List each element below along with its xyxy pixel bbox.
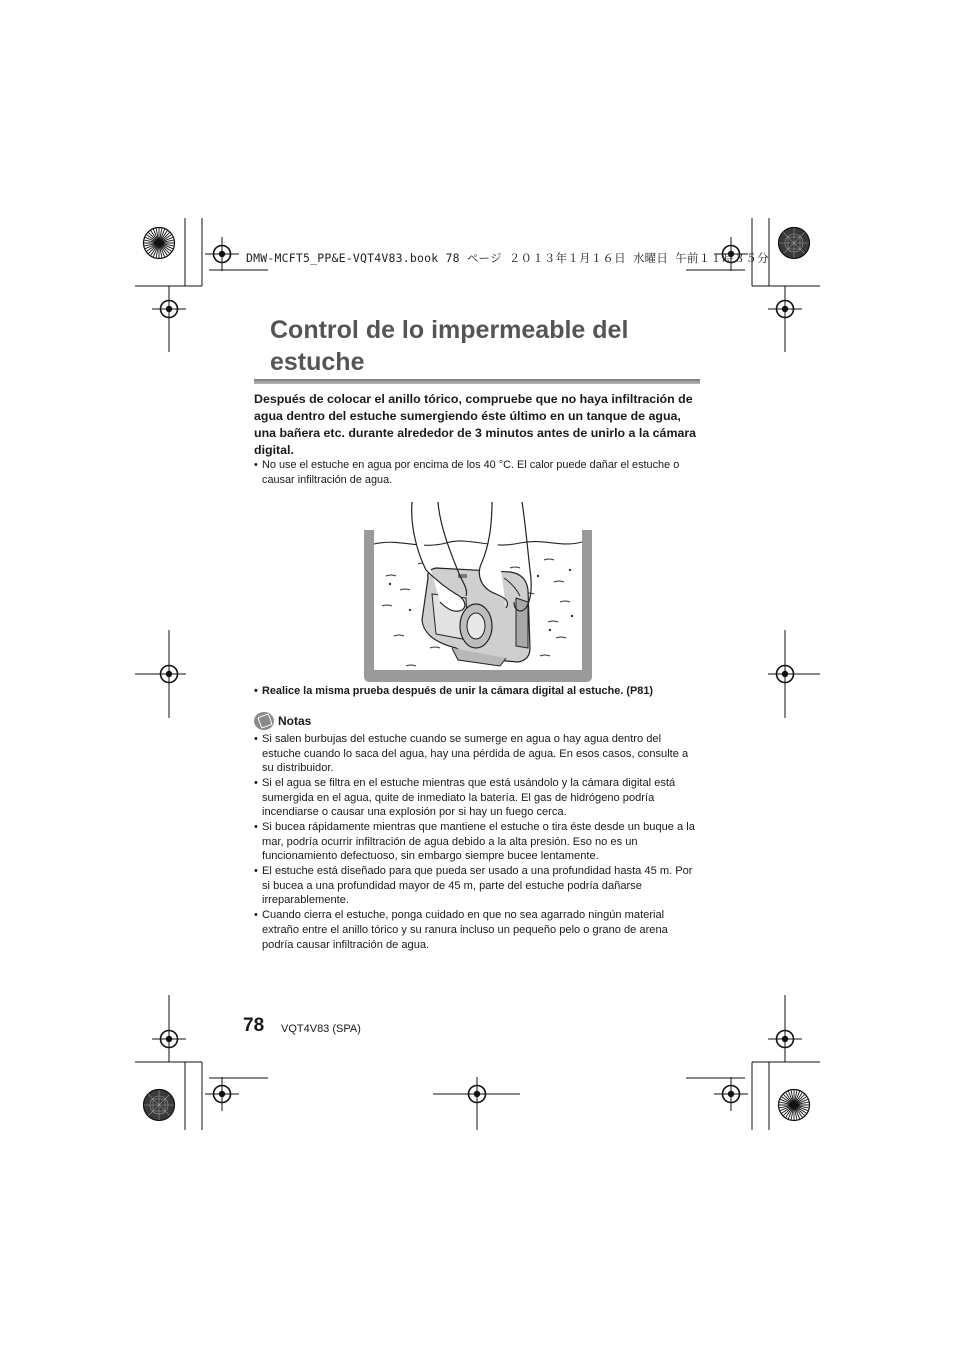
page-title: [270, 314, 690, 378]
notes-heading: [254, 711, 311, 731]
print-file-header: DMW-MCFT5_PP&E-VQT4V83.book 78 ページ ２０１３年１月１６日 水曜日 午前１１時３５分: [246, 251, 769, 265]
page-title-line-2: estuche: [270, 348, 365, 376]
bullet-dot: •: [254, 865, 258, 878]
hands-holding-case-in-water-tank-illustration: [360, 498, 596, 684]
pencil-note-icon: [254, 712, 274, 730]
bullet-dot: •: [254, 909, 258, 922]
page-number: 78: [243, 1015, 265, 1036]
note-text: Si bucea rápidamente mientras que mantiene el estuche o tira éste desde un buque a la mar, podría ocurrir infiltración de agua debido a la alta presión. Eso no es un funcionamiento defectuoso, sin embargo siempre bucee lentamente.: [262, 821, 695, 863]
note-text: Cuando cierra el estuche, ponga cuidado en que no sea agarrado ningún material extraño entre el anillo tórico y su ranura incluso un pequeño pelo o grano de arena podría causar infiltración de agua.: [262, 909, 668, 951]
bullet-dot: •: [254, 733, 258, 745]
notes-list: [254, 732, 700, 952]
bullet-dot: •: [254, 777, 258, 790]
warning-bullet-text: No use el estuche en agua por encima de los 40 °C. El calor puede dañar el estuche o causar infiltración de agua.: [262, 459, 680, 486]
note-text: El estuche está diseñado para que pueda ser usado a una profundidad hasta 45 m. Por si bucea a una profundidad mayor de 45 m, parte del estuche podría dañarse irreparablemente.: [262, 865, 693, 907]
repeat-test-text: Realice la misma prueba después de unir la cámara digital al estuche. (P81): [262, 685, 654, 697]
manual-code: VQT4V83 (SPA): [281, 1023, 361, 1035]
page-title-line-1: Control de lo impermeable del: [270, 316, 629, 344]
note-item: [254, 864, 700, 908]
note-item: [254, 732, 700, 776]
warning-bullet: [254, 458, 700, 488]
note-text: Si el agua se filtra en el estuche mientras que está usándolo y la cámara digital está sumergida en el agua, quite de inmediato la batería. El gas de hidrógeno podría incendiarse o causar una explosión por si hay un fuego cerca.: [262, 777, 676, 819]
bullet-dot: •: [254, 459, 258, 471]
bullet-dot: •: [254, 685, 258, 697]
bullet-dot: •: [254, 821, 258, 834]
repeat-test-bullet: [254, 684, 700, 699]
note-item: [254, 776, 700, 820]
title-underline: [254, 379, 700, 384]
note-item: [254, 908, 700, 952]
note-text: Si salen burbujas del estuche cuando se sumerge en agua o hay agua dentro del estuche cuando lo saca del agua, hay una pérdida de agua. En esos casos, consulte a su distribuidor.: [262, 733, 689, 775]
lead-instruction: Después de colocar el anillo tórico, compruebe que no haya infiltración de agua dentro del estuche sumergiendo éste último en un tanque de agua, una bañera etc. durante alrededor de 3 minutos antes de unirlo a la cámara digital.: [254, 392, 697, 457]
note-item: [254, 820, 700, 864]
notes-heading-label: Notas: [278, 714, 312, 728]
